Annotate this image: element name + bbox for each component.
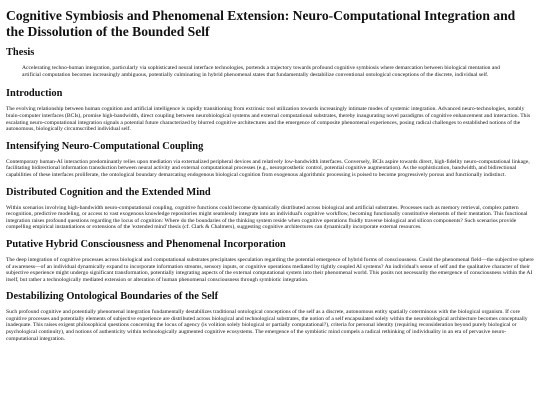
section-heading-coupling: Intensifying Neuro-Computational Coupling bbox=[6, 140, 204, 152]
thesis-paragraph: Accelerating techno-human integration, particularly via sophisticated neural interface technologies, portends a trajectory towards profound cognitive symbiosis where demarcation between biological mentation and artificial computation becomes increasingly ambiguous, potentially culminating in hybrid phenomenal states that fundamentally destabilize conventional ontological conceptions of the discrete, individual self. bbox=[22, 65, 500, 78]
section-heading-introduction: Introduction bbox=[6, 88, 63, 100]
coupling-paragraph: Contemporary human-AI interaction predominantly relies upon mediation via externalized peripheral devices and relatively low-bandwidth interfaces. Conversely, BCIs aspire towards direct, high-fidelity neuro-computational linkage, facilitating bidirectional information transduction between neural activity and external computational processes (e.g., neuroprosthetic control, potential cognitive augmentation). As the sophistication, bandwidth, and bidirectional capabilities of these interfaces proliferate, the ontological boundary demarcating endogenous biological cognition from exogenous algorithmic processing is poised to become progressively porous and functionally indistinct. bbox=[6, 158, 530, 178]
document-title: Cognitive Symbiosis and Phenomenal Extension: Neuro-Computational Integration and the Dissolution of the Bounded Self bbox=[6, 8, 516, 39]
introduction-paragraph: The evolving relationship between human cognition and artificial intelligence is rapidly transitioning from extrinsic tool utilization towards increasingly intimate modes of systemic integration. Advanced neuro-technologies, notably brain-computer interfaces (BCIs), promise high-bandwidth, direct coupling between neurobiological systems and external computational substrates, thereby inaugurating novel paradigms of cognitive enhancement and interaction. This escalating neuro-computational integration signals a potential future characterized by blurred cognitive architectures and the emergence of composite phenomenal experiences, posing radical challenges to established notions of the autonomous, biologically circumscribed individual self. bbox=[6, 106, 531, 133]
section-heading-distributed-cognition: Distributed Cognition and the Extended Mind bbox=[6, 186, 211, 198]
distributed-cognition-paragraph: Within scenarios involving high-bandwidth neuro-computational coupling, cognitive functions could become dynamically distributed across biological and artificial substrates. Processes such as memory retrieval, complex pattern recognition, predictive modeling, or access to vast exogenous knowledge repositories might seamlessly integrate into an individual's cognitive workflow, becoming functionally constitutive elements of their mentation. This functional integration raises profound questions regarding the locus of cognition: Where do the boundaries of the thinking system reside when cognitive operations fluidly traverse biological and silicon components? Such scenarios provide compelling empirical instantiations or extensions of the 'extended mind' thesis (cf. Clark & Chalmers), suggesting cognitive architectures can dynamically incorporate external resources. bbox=[6, 204, 528, 231]
ontological-boundaries-paragraph: Such profound cognitive and potentially phenomenal integration fundamentally destabilizes traditional ontological conceptions of the self as a discrete, autonomous entity spatially coterminous with the biological organism. If core cognitive processes and potentially elements of subjective experience are distributed across biological and technological substrates, the notion of a self encapsulated solely within the neurobiological architecture becomes conceptually inadequate. This raises exigent philosophical questions concerning the locus of agency (is volition solely biological or partially computational?), criteria for personal identity (requiring reconsideration beyond purely biological or psychological continuity), and notions of authenticity within technologically augmented cognitive ecosystems. The emergence of the symbiotic mind compels a radical rethinking of individuality in an era of pervasive neuro-computational integration. bbox=[6, 309, 528, 342]
section-heading-thesis: Thesis bbox=[6, 47, 35, 59]
section-heading-ontological-boundaries: Destabilizing Ontological Boundaries of the Self bbox=[6, 291, 219, 303]
section-heading-hybrid-consciousness: Putative Hybrid Consciousness and Phenomenal Incorporation bbox=[6, 238, 286, 250]
hybrid-consciousness-paragraph: The deep integration of cognitive processes across biological and computational substrates precipitates speculation regarding the potential emergence of hybrid forms of consciousness. Could the phenomenal field—the subjective sphere of awareness—of an individual dynamically expand to incorporate information streams, sensory inputs, or cognitive operations mediated by tightly coupled AI systems? An individual's sense of self and the qualitative character of their subjective experience might undergo significant transformation, potentially integrating aspects of the external computational system into their phenomenal world. This posits not necessarily the emergence of consciousness within the AI itself, but rather a technologically mediated extension or alteration of human phenomenal consciousness through symbiotic integration. bbox=[6, 256, 534, 283]
